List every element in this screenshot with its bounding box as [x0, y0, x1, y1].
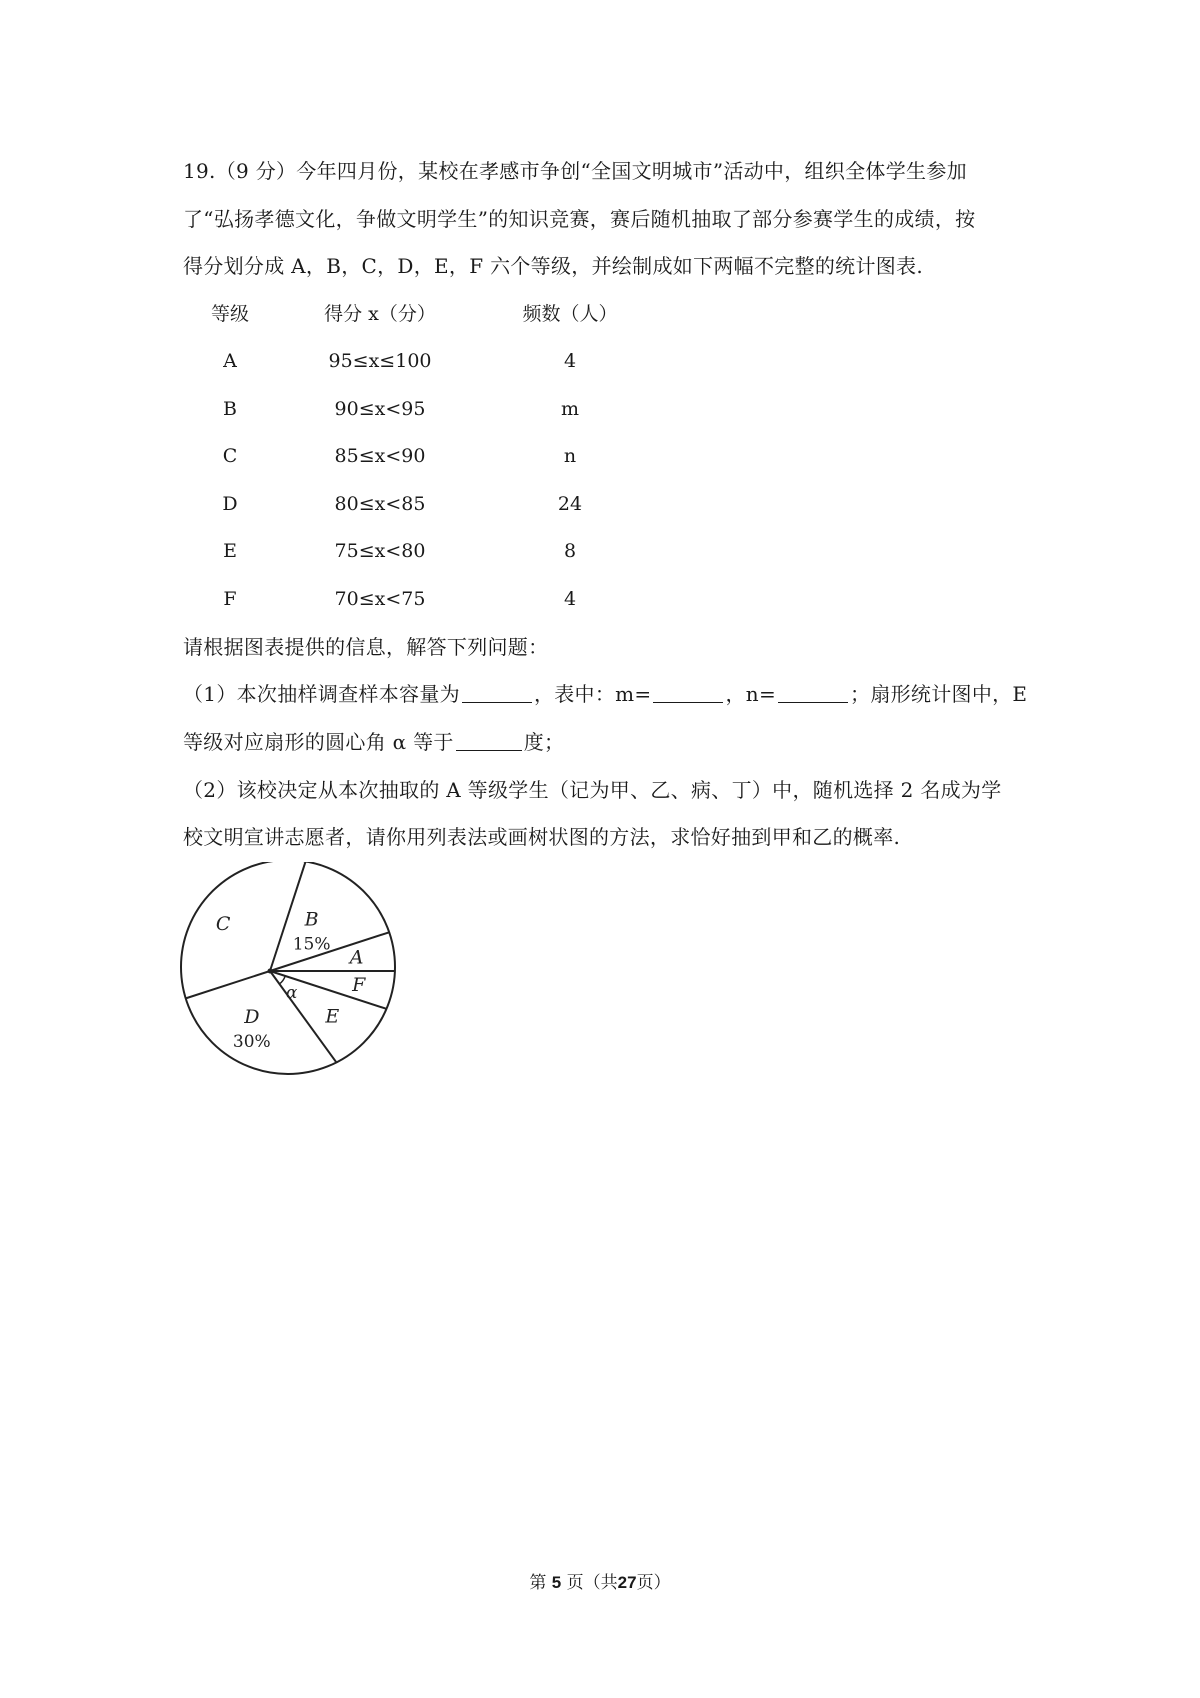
table-cell-frequency: 24	[557, 493, 583, 515]
part2-line-1: （2）该校决定从本次抽取的 A 等级学生（记为甲、乙、病、丁）中，随机选择 2 名成为学	[183, 778, 1002, 802]
page-footer	[0, 1568, 1200, 1593]
table-header-frequency: 频数（人）	[522, 303, 618, 325]
part1-line-2	[183, 729, 564, 755]
table-cell-grade: C	[222, 445, 238, 467]
table-cell-range: 90≤x<95	[334, 398, 426, 420]
table-cell-grade: B	[223, 398, 237, 420]
footer-text: 页）	[636, 1573, 671, 1593]
table-cell-frequency: 8	[563, 540, 577, 562]
table-cell-grade: D	[222, 493, 238, 515]
pie-slice-label: C	[215, 913, 231, 936]
answer-blank	[778, 682, 848, 703]
pie-slice-boundary	[186, 971, 270, 998]
prompt-text: 请根据图表提供的信息，解答下列问题：	[183, 635, 549, 659]
table-cell-frequency: 4	[563, 588, 577, 610]
table-cell-range: 80≤x<85	[334, 493, 426, 515]
question-line-2: 了“弘扬孝德文化，争做文明学生”的知识竞赛，赛后随机抽取了部分参赛学生的成绩，按	[183, 207, 976, 231]
pie-chart	[170, 862, 410, 1092]
part1-text: 等级对应扇形的圆心角 α 等于	[183, 730, 454, 754]
table-header-score: 得分 x（分）	[324, 303, 436, 325]
pie-slice-label: F	[352, 974, 366, 997]
pie-slice-label: E	[325, 1005, 340, 1028]
answer-blank	[653, 682, 723, 703]
table-cell-grade: E	[223, 540, 237, 562]
footer-text: 第	[529, 1573, 547, 1593]
question-line-1: 19.（9 分）今年四月份，某校在孝感市争创“全国文明城市”活动中，组织全体学生参加	[183, 159, 967, 183]
table-cell-range: 75≤x<80	[334, 540, 426, 562]
answer-blank	[456, 730, 522, 751]
table-cell-grade: F	[223, 588, 237, 610]
part1-text: ；扇形统计图中，E	[850, 682, 1028, 706]
part1-text: 度；	[523, 730, 565, 754]
part1-text: ，表中：m=	[533, 682, 652, 706]
footer-total-pages: 27	[617, 1573, 637, 1592]
part1-line-1	[183, 681, 1027, 707]
pie-slice-label: D	[244, 1005, 260, 1028]
pie-slice-label: B	[304, 908, 319, 931]
answer-blank	[462, 682, 532, 703]
table-cell-range: 70≤x<75	[334, 588, 426, 610]
pie-center-point	[268, 969, 273, 974]
table-cell-range: 85≤x<90	[334, 445, 426, 467]
table-cell-frequency: 4	[563, 350, 577, 372]
part2-line-2: 校文明宣讲志愿者，请你用列表法或画树状图的方法，求恰好抽到甲和乙的概率.	[183, 825, 901, 849]
pie-slice-percent-label: 15%	[292, 934, 331, 955]
table-cell-grade: A	[223, 350, 237, 372]
part1-text: ，n=	[725, 682, 777, 706]
pie-slice-boundary	[270, 862, 306, 971]
table-cell-range: 95≤x≤100	[328, 350, 432, 372]
part1-text: （1）本次抽样调查样本容量为	[183, 682, 460, 706]
pie-slice-percent-label: 30%	[232, 1031, 271, 1052]
pie-slice-label: A	[349, 946, 364, 969]
alpha-angle-arc	[279, 976, 285, 984]
table-cell-frequency: m	[560, 398, 580, 420]
question-line-3: 得分划分成 A，B，C，D，E，F 六个等级，并绘制成如下两幅不完整的统计图表.	[183, 254, 924, 278]
table-header-grade: 等级	[210, 303, 249, 325]
footer-page-number: 5	[551, 1573, 562, 1592]
alpha-angle-label: α	[285, 982, 298, 1003]
table-cell-frequency: n	[563, 445, 577, 467]
footer-text: 页（共	[566, 1573, 618, 1593]
